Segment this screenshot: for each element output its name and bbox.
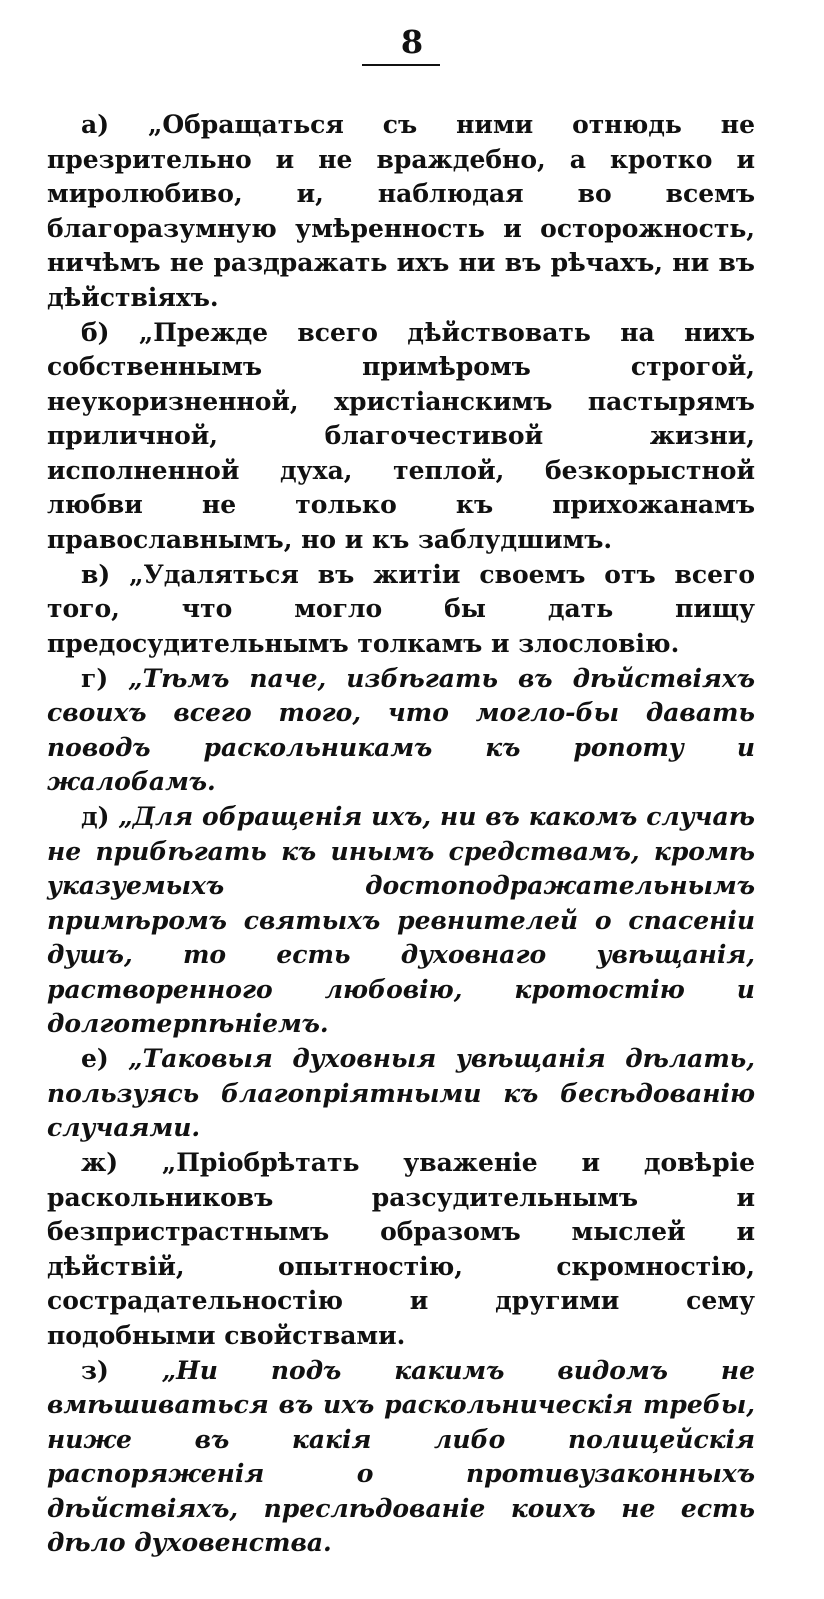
- paragraph-zh: [47, 1146, 755, 1353]
- paragraph-text: „Пріобрѣтать уваженіе и довѣріе раскольниковъ разсудительнымъ и безпристрастнымъ образомъ мыслей и дѣйствій, опытностію, скромностію, сострадательностію и другими сему подобными свойствами.: [47, 1148, 755, 1350]
- page-number-rule: [362, 64, 440, 66]
- paragraph-label: в): [81, 559, 111, 589]
- paragraph-text: „Для обращенія ихъ, ни въ какомъ случаѣ не прибѣгать къ инымъ средствамъ, кромѣ указуемыхъ достоподражательнымъ примѣромъ святыхъ ревнителей о спасеніи душъ, то есть духовнаго увѣщанія, растворенного любовію, кротостію и долготерпѣніемъ.: [47, 802, 755, 1038]
- paragraph-e: [47, 1042, 755, 1146]
- body-text: [47, 108, 755, 1561]
- paragraph-label: а): [81, 110, 110, 139]
- paragraph-label: б): [81, 317, 110, 347]
- paragraph-a: [47, 108, 755, 315]
- paragraph-b: [47, 316, 755, 558]
- paragraph-label: ж): [81, 1148, 119, 1177]
- paragraph-d: [47, 800, 755, 1042]
- paragraph-text: „Ни подъ какимъ видомъ не вмѣшиваться въ ихъ раскольническія требы, ниже въ какія либо полицейскія распоряженія о противузаконныхъ дѣйствіяхъ, преслѣдованіе коихъ не есть дѣло духовенства.: [47, 1355, 755, 1557]
- paragraph-text: „Тѣмъ паче, избѣгать въ дѣйствіяхъ своихъ всего того, что могло-бы давать поводъ раскольникамъ къ ропоту и жалобамъ.: [47, 663, 755, 796]
- paragraph-label: е): [81, 1044, 109, 1073]
- paragraph-label: г): [81, 663, 109, 693]
- paragraph-text: „Обращаться съ ними отнюдь не презрительно и не враждебно, а кротко и миролюбиво, и, наблюдая во всемъ благоразумную умѣренность и осторожность, ничѣмъ не раздражать ихъ ни въ рѣчахъ, ни въ дѣйствіяхъ.: [47, 110, 755, 312]
- paragraph-label: з): [81, 1355, 109, 1385]
- paragraph-text: „Прежде всего дѣйствовать на нихъ собственнымъ примѣромъ строгой, неукоризненной, христіанскимъ пастырямъ приличной, благочестивой жизни, исполненной духа, теплой, безкорыстной любви не только къ прихожанамъ православнымъ, но и къ заблудшимъ.: [47, 317, 755, 554]
- paragraph-text: „Удаляться въ житіи своемъ отъ всего того, что могло бы дать пищу предосудительнымъ толкамъ и злословію.: [47, 559, 755, 658]
- paragraph-label: д): [81, 802, 110, 831]
- paragraph-z: [47, 1354, 755, 1561]
- paragraph-g: [47, 662, 755, 800]
- page-number: 8: [400, 23, 424, 61]
- paragraph-text: „Таковыя духовныя увѣщанія дѣлать, пользуясь благопріятными къ бесѣдованію случаями.: [47, 1044, 755, 1142]
- paragraph-v: [47, 558, 755, 662]
